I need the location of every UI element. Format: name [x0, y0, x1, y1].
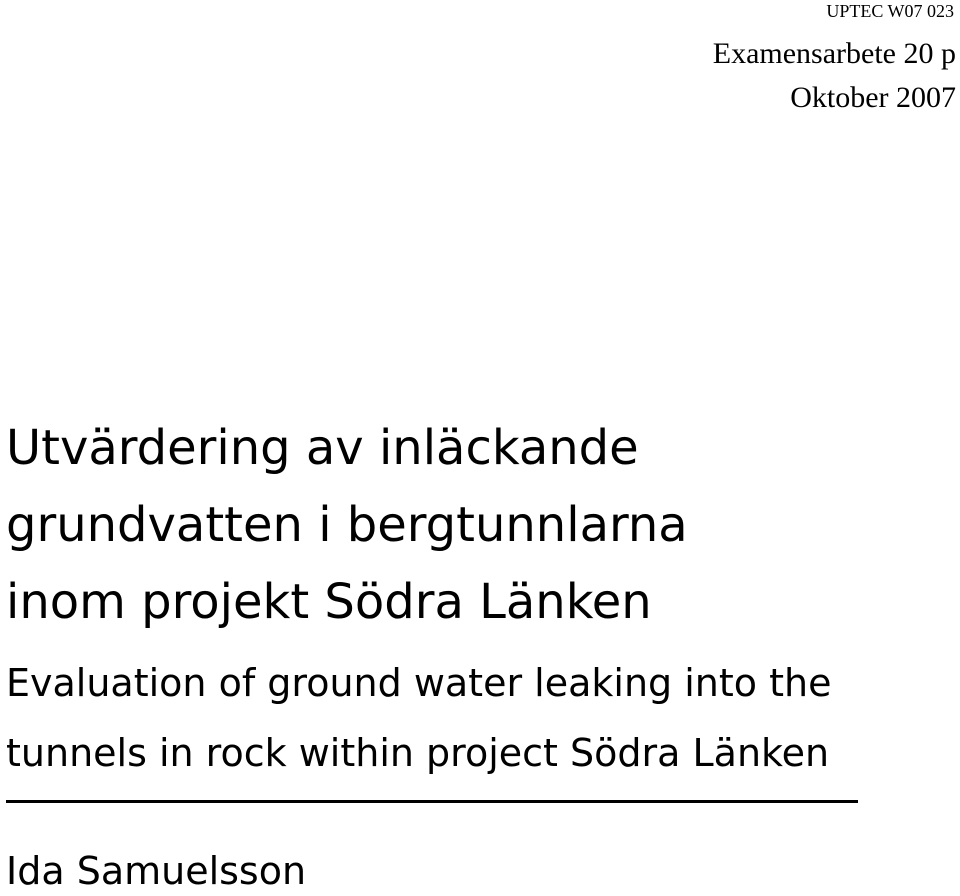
date-label: Oktober 2007: [790, 81, 956, 114]
swedish-title-line: Utvärdering av inläckande: [6, 420, 639, 476]
swedish-title-line: inom projekt Södra Länken: [6, 574, 652, 630]
swedish-title-line: grundvatten i bergtunnlarna: [6, 497, 688, 553]
english-title: [6, 648, 831, 788]
degree-label: Examensarbete 20 p: [712, 37, 956, 70]
swedish-title: [6, 410, 688, 641]
english-title-line: Evaluation of ground water leaking into the: [6, 661, 832, 705]
report-code: UPTEC W07 023: [826, 1, 954, 21]
divider-line: [6, 800, 858, 803]
english-title-line: tunnels in rock within project Södra Länken: [6, 731, 830, 775]
author-name: Ida Samuelsson: [6, 849, 307, 893]
